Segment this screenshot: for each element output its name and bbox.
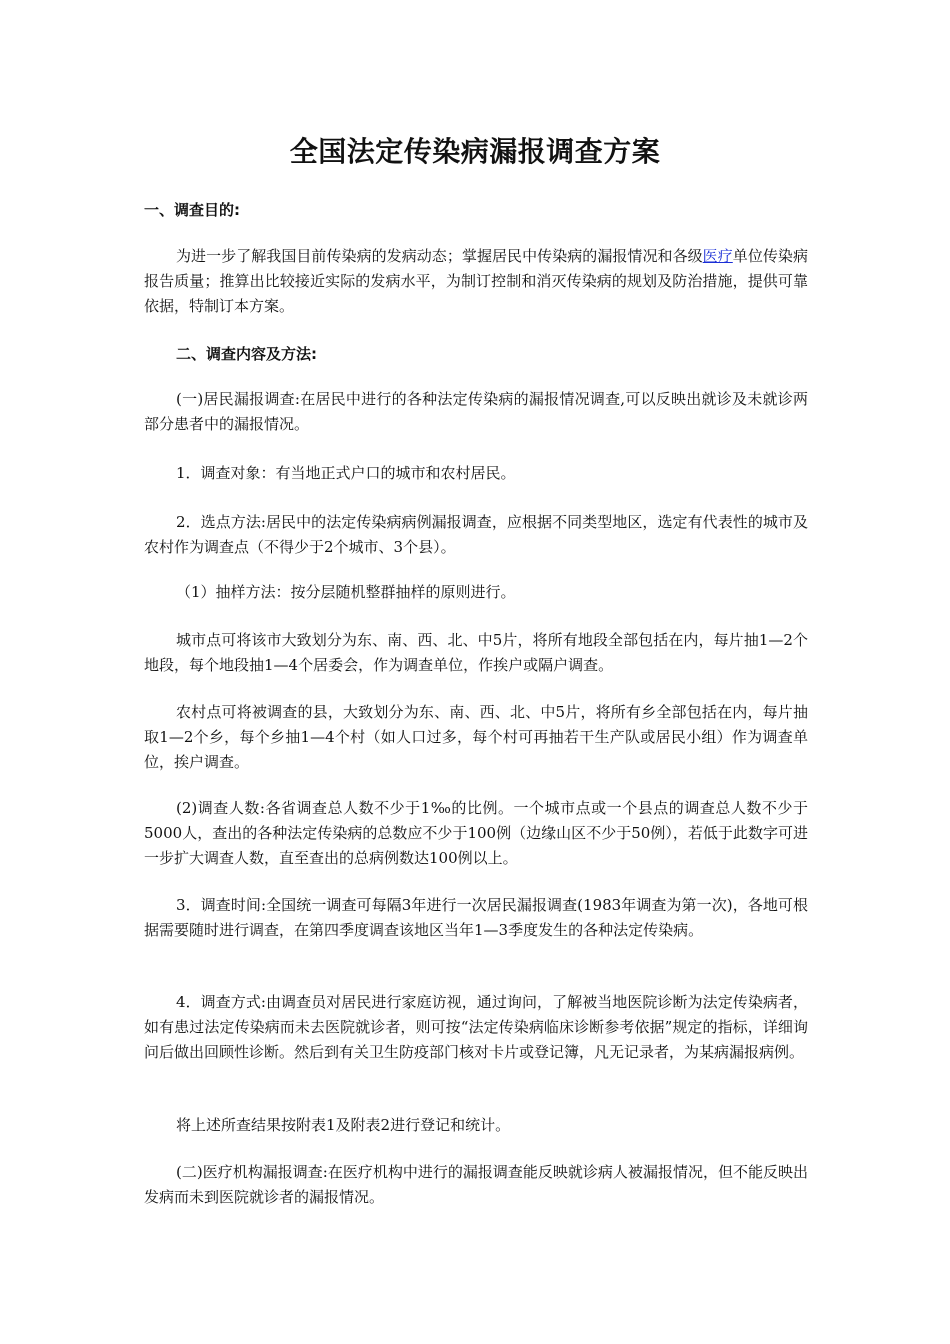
paragraph-city-sites: 城市点可将该市大致划分为东、南、西、北、中5片，将所有地段全部包括在内，每片抽1—2个地段，每个地段抽1—4个居委会，作为调查单位，作挨户或隔户调查。 [144,631,808,674]
paragraph-rural-sites: 农村点可将被调查的县，大致划分为东、南、西、北、中5片，将所有乡全部包括在内，每片抽取1—2个乡，每个乡抽1—4个村（如人口过多，每个村可再抽若干生产队或居民小组）作为调查单位，挨户调查。 [144,703,808,771]
document-title: 全国法定传染病漏报调查方案 [289,135,661,168]
paragraph-medical-institution-survey: (二)医疗机构漏报调查:在医疗机构中进行的漏报调查能反映就诊病人被漏报情况，但不能反映出发病而未到医院就诊者的漏报情况。 [144,1163,808,1206]
paragraph-site-selection: 2．选点方法:居民中的法定传染病病例漏报调查，应根据不同类型地区，选定有代表性的城市及农村作为调查点（不得少于2个城市、3个县）。 [144,513,808,556]
paragraph-purpose-text-2: 单位传染病报告质量；推算出比较接近实际的发病水平，为制订控制和消灭传染病的规划及防治措施，提供可靠依据，特制订本方案。 [144,247,808,315]
paragraph-survey-object: 1．调查对象：有当地正式户口的城市和农村居民。 [176,464,516,482]
paragraph-sampling-method: （1）抽样方法：按分层随机整群抽样的原则进行。 [176,583,516,601]
paragraph-purpose [144,244,808,319]
paragraph-registration: 将上述所查结果按附表1及附表2进行登记和统计。 [176,1116,511,1134]
section-heading-purpose: 一、调查目的: [144,201,240,219]
paragraph-purpose-text-1: 为进一步了解我国目前传染病的发病动态；掌握居民中传染病的漏报情况和各级 [176,247,703,265]
link-medical[interactable]: 医疗 [702,247,733,265]
paragraph-survey-size: (2)调查人数:各省调查总人数不少于1‰的比例。一个城市点或一个县点的调查总人数不少于5000人，查出的各种法定传染病的总数应不少于100例（边缘山区不少于50例），若低于此数字可进一步扩大调查人数，直至查出的总病例数达100例以上。 [144,799,808,867]
paragraph-survey-time: 3．调查时间:全国统一调查可每隔3年进行一次居民漏报调查(1983年调查为第一次)，各地可根据需要随时进行调查，在第四季度调查该地区当年1—3季度发生的各种法定传染病。 [144,896,808,939]
paragraph-resident-survey: (一)居民漏报调查:在居民中进行的各种法定传染病的漏报情况调查,可以反映出就诊及未就诊两部分患者中的漏报情况。 [144,390,808,433]
paragraph-survey-mode: 4．调查方式:由调查员对居民进行家庭访视，通过询问，了解被当地医院诊断为法定传染病者，如有患过法定传染病而未去医院就诊者，则可按“法定传染病临床诊断参考依据”规定的指标，详细询问后做出回顾性诊断。然后到有关卫生防疫部门核对卡片或登记簿，凡无记录者，为某病漏报病例。 [144,993,808,1061]
section-heading-content-method: 二、调查内容及方法: [176,345,317,363]
